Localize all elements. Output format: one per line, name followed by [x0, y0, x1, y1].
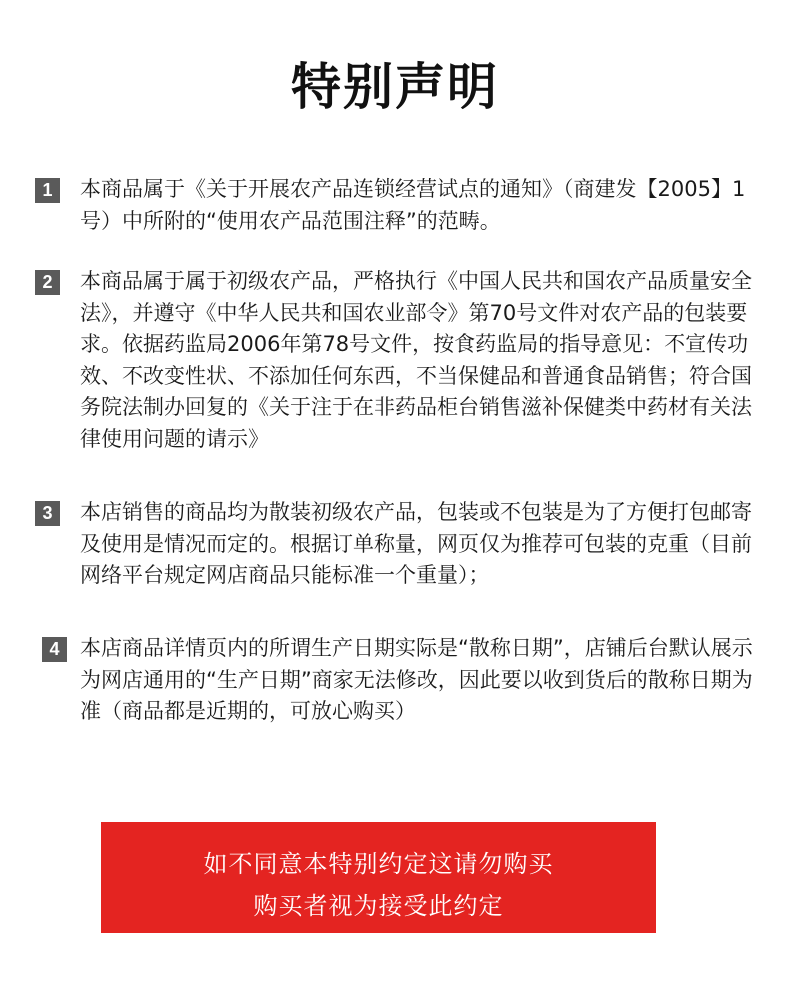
item-number-badge: 4 [42, 637, 67, 662]
item-text: 本商品属于《关于开展农产品连锁经营试点的通知》（商建发【2005】1号）中所附的“使用农产品范围注释”的范畴。 [80, 177, 746, 233]
item-text: 本商品属于属于初级农产品，严格执行《中国人民共和国农产品质量安全法》，并遵守《中华人民共和国农业部令》第70号文件对农产品的包装要求。依据药监局2006年第78号文件，按食药监局的指导意见：不宣传功效、不改变性状、不添加任何东西，不当保健品和普通食品销售；符合国务院法制办回复的《关于注于在非药品柜台销售滋补保健类中药材有关法律使用问题的请示》 [80, 269, 752, 451]
statement-item-2 [35, 266, 755, 455]
item-number-badge: 2 [35, 270, 60, 295]
notice-line-1: 如不同意本特别约定这请勿购买 [203, 850, 554, 878]
item-text: 本店销售的商品均为散装初级农产品，包装或不包装是为了方便打包邮寄及使用是情况而定的。根据订单称量，网页仅为推荐可包装的克重（目前网络平台规定网店商品只能标准一个重量）； [80, 500, 752, 587]
item-text: 本店商品详情页内的所谓生产日期实际是“散称日期”，店铺后台默认展示为网店通用的“生产日期”商家无法修改，因此要以收到货后的散称日期为准（商品都是近期的，可放心购买） [80, 636, 753, 723]
statement-item-1 [35, 174, 755, 237]
statement-item-4 [35, 633, 755, 728]
page-title: 特别声明 [291, 58, 499, 116]
item-number-badge: 3 [35, 501, 60, 526]
agreement-notice-banner [101, 822, 656, 933]
statement-item-3 [35, 497, 755, 592]
notice-line-2: 购买者视为接受此约定 [253, 892, 504, 920]
item-number-badge: 1 [35, 178, 60, 203]
